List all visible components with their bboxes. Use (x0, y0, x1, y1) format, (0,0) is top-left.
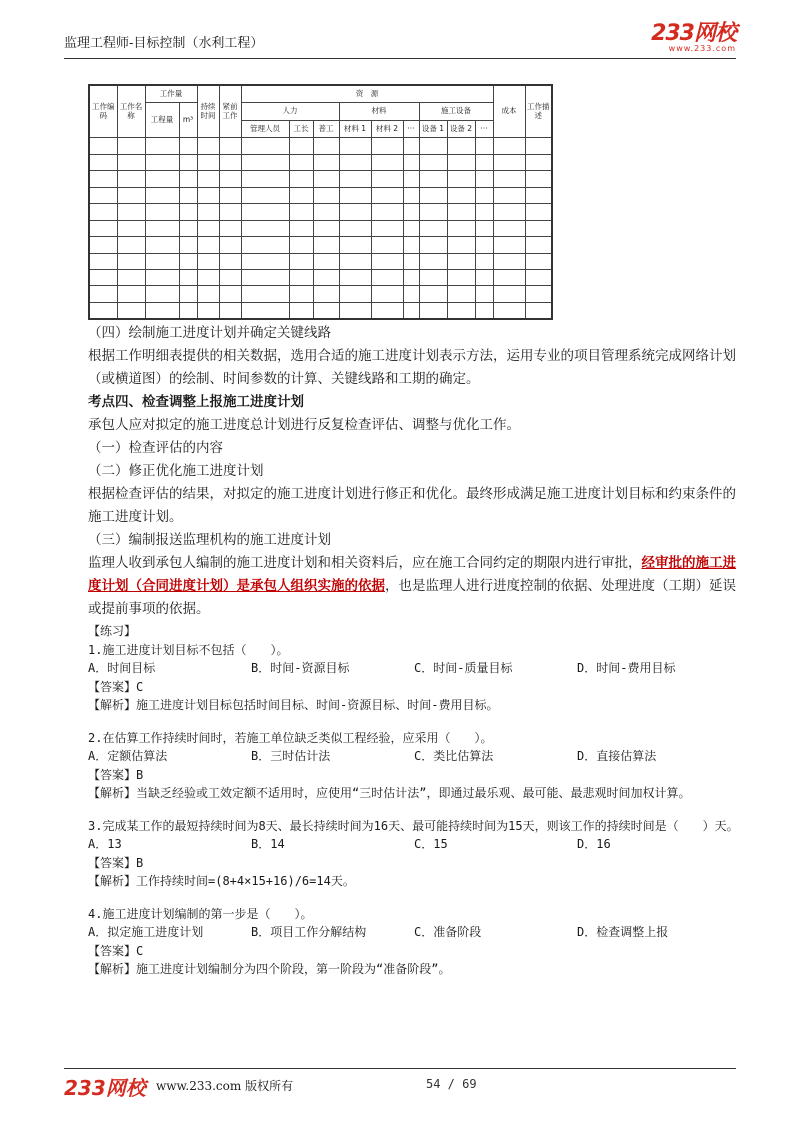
table-cell (241, 204, 289, 220)
table-cell (145, 187, 179, 203)
table-cell (89, 302, 117, 319)
table-cell (447, 154, 475, 170)
sub-material-2: 材料 2 (371, 120, 403, 138)
table-cell (475, 269, 493, 285)
logo-url: www.233.com (668, 44, 736, 53)
option-d: D．16 (577, 837, 611, 851)
table-cell (371, 154, 403, 170)
table-cell (197, 237, 219, 253)
table-cell (219, 171, 241, 187)
analysis: 【解析】当缺乏经验或工效定额不适用时，应使用“三时估计法”，即通过最乐观、最可能、最悲观时间加权计算。 (88, 786, 691, 800)
heading-submit: （三）编制报送监理机构的施工进度计划 (88, 532, 331, 548)
col-equipment: 施工设备 (419, 103, 493, 121)
table-cell (289, 171, 313, 187)
page-footer (64, 1072, 736, 1100)
table-cell (339, 187, 371, 203)
table-cell (313, 204, 339, 220)
table-cell (493, 204, 525, 220)
table-cell (339, 204, 371, 220)
table-cell (525, 204, 552, 220)
option-c: C．时间-质量目标 (414, 661, 513, 675)
table-cell (525, 237, 552, 253)
table-cell (289, 237, 313, 253)
table-cell (403, 269, 419, 285)
heading-review-content: （一）检查评估的内容 (88, 440, 223, 456)
option-a: A．13 (88, 837, 122, 851)
question-options (88, 659, 748, 678)
table-cell (419, 171, 447, 187)
table-cell (117, 302, 145, 319)
table-cell (419, 220, 447, 236)
table-cell (475, 253, 493, 269)
table-cell (403, 154, 419, 170)
option-b: B．14 (251, 837, 285, 851)
table-cell (419, 154, 447, 170)
question-options (88, 835, 748, 854)
table-cell (197, 269, 219, 285)
table-cell (419, 138, 447, 154)
col-description: 工作描述 (525, 85, 552, 138)
paragraph-submit-a: 监理人收到承包人编制的施工进度计划和相关资料后，应在施工合同约定的期限内进行审批， (88, 555, 642, 571)
sub-foreman: 工长 (289, 120, 313, 138)
table-cell (89, 204, 117, 220)
question-2 (88, 729, 748, 803)
page-number: 54 / 69 (426, 1077, 477, 1091)
table-row (89, 286, 552, 302)
table-cell (339, 302, 371, 319)
table-cell (219, 253, 241, 269)
table-cell (493, 269, 525, 285)
table-cell (313, 302, 339, 319)
table-cell (145, 237, 179, 253)
option-d: D．时间-费用目标 (577, 661, 676, 675)
paragraph-draw-schedule: 根据工作明细表提供的相关数据，选用合适的施工进度计划表示方法，运用专业的项目管理系统完成网络计划（或横道图）的绘制、时间参数的计算、关键线路和工期的确定。 (88, 348, 736, 387)
option-c: C．准备阶段 (414, 925, 482, 939)
table-cell (117, 237, 145, 253)
question-options (88, 923, 748, 942)
table-row (89, 220, 552, 236)
table-cell (179, 253, 197, 269)
practice-section (88, 622, 748, 979)
table-cell (89, 138, 117, 154)
col-labor: 人力 (241, 103, 339, 121)
table-cell (179, 204, 197, 220)
table-cell (371, 187, 403, 203)
table-cell (117, 220, 145, 236)
table-cell (371, 302, 403, 319)
table-cell (371, 253, 403, 269)
table-cell (179, 237, 197, 253)
table-cell (313, 237, 339, 253)
option-a: A．定额估算法 (88, 749, 168, 763)
table-cell (493, 286, 525, 302)
table-cell (313, 138, 339, 154)
table-cell (475, 138, 493, 154)
table-cell (313, 171, 339, 187)
table-cell (219, 302, 241, 319)
paragraph-submit-c: ，也是监理人进行进度控制的依据、处理进度（工期）延误或提前事项的依据。 (88, 578, 736, 617)
table-cell (145, 154, 179, 170)
table-cell (403, 237, 419, 253)
option-b: B．三时估计法 (251, 749, 331, 763)
table-cell (197, 253, 219, 269)
header-title: 监理工程师-目标控制（水利工程） (64, 36, 264, 51)
table-cell (117, 286, 145, 302)
table-cell (289, 204, 313, 220)
table-cell (89, 220, 117, 236)
table-cell (289, 302, 313, 319)
sub-ellipsis-2: ··· (475, 120, 493, 138)
table-cell (525, 269, 552, 285)
table-cell (241, 220, 289, 236)
table-cell (313, 187, 339, 203)
table-cell (447, 171, 475, 187)
heading-exam-point-4: 考点四、检查调整上报施工进度计划 (88, 394, 304, 410)
table-cell (197, 171, 219, 187)
table-cell (525, 253, 552, 269)
table-cell (179, 302, 197, 319)
answer: 【答案】C (88, 679, 144, 694)
col-duration: 持续时间 (197, 85, 219, 138)
table-cell (403, 286, 419, 302)
table-cell (313, 286, 339, 302)
table-cell (145, 171, 179, 187)
table-cell (289, 154, 313, 170)
col-work-code: 工作编码 (89, 85, 117, 138)
table-cell (197, 187, 219, 203)
table-cell (89, 171, 117, 187)
table-cell (475, 220, 493, 236)
body-text (88, 322, 736, 621)
table-row (89, 302, 552, 319)
table-cell (145, 253, 179, 269)
col-cost: 成本 (493, 85, 525, 138)
table-cell (475, 302, 493, 319)
paragraph-optimize: 根据检查评估的结果，对拟定的施工进度计划进行修正和优化。最终形成满足施工进度计划目标和约束条件的施工进度计划。 (88, 486, 736, 525)
table-cell (447, 138, 475, 154)
table-cell (145, 220, 179, 236)
table-cell (197, 302, 219, 319)
table-cell (145, 138, 179, 154)
table-cell (219, 204, 241, 220)
table-cell (339, 138, 371, 154)
table-cell (371, 171, 403, 187)
table-cell (117, 138, 145, 154)
col-quantity: 工作量 (145, 85, 197, 103)
table-cell (179, 220, 197, 236)
table-cell (289, 269, 313, 285)
table-cell (179, 286, 197, 302)
footer-copyright: www.233.com 版权所有 (156, 1079, 294, 1093)
table-cell (371, 237, 403, 253)
table-cell (447, 204, 475, 220)
analysis: 【解析】施工进度计划编制分为四个阶段，第一阶段为“准备阶段”。 (88, 962, 451, 976)
table-cell (419, 187, 447, 203)
answer: 【答案】B (88, 855, 144, 870)
table-cell (525, 154, 552, 170)
brand-logo (651, 22, 736, 53)
table-cell (289, 220, 313, 236)
table-cell (339, 286, 371, 302)
table-cell (493, 138, 525, 154)
table-row (89, 253, 552, 269)
table-cell (313, 154, 339, 170)
table-cell (117, 187, 145, 203)
heading-draw-schedule: （四）绘制施工进度计划并确定关键线路 (88, 325, 331, 341)
table-cell (475, 237, 493, 253)
table-cell (219, 237, 241, 253)
paragraph-review: 承包人应对拟定的施工进度总计划进行反复检查评估、调整与优化工作。 (88, 417, 520, 433)
table-cell (371, 220, 403, 236)
table-cell (525, 286, 552, 302)
highlighted-key-point: 经审批的施工进度计划（合同进度计划）是承包人组织实施的依据 (88, 555, 736, 594)
option-a: A．拟定施工进度计划 (88, 925, 204, 939)
table-cell (289, 187, 313, 203)
table-cell (371, 286, 403, 302)
question-stem: 1.施工进度计划目标不包括（ ）。 (88, 642, 289, 657)
sub-equipment-1: 设备 1 (419, 120, 447, 138)
table-cell (197, 220, 219, 236)
col-resources: 资 源 (241, 85, 493, 103)
table-cell (197, 138, 219, 154)
answer: 【答案】B (88, 767, 144, 782)
col-quantity-unit: m³ (179, 103, 197, 138)
table-cell (403, 187, 419, 203)
table-cell (219, 286, 241, 302)
paragraph-submit (88, 552, 736, 621)
table-cell (475, 187, 493, 203)
table-cell (339, 253, 371, 269)
table-cell (145, 286, 179, 302)
table-cell (89, 187, 117, 203)
table-cell (145, 204, 179, 220)
table-cell (525, 171, 552, 187)
table-cell (179, 187, 197, 203)
table-cell (89, 154, 117, 170)
table-cell (197, 154, 219, 170)
table-body (89, 138, 552, 319)
table-row (89, 171, 552, 187)
table-cell (219, 269, 241, 285)
table-cell (89, 237, 117, 253)
table-cell (241, 138, 289, 154)
table-cell (419, 302, 447, 319)
table-cell (419, 286, 447, 302)
option-a: A．时间目标 (88, 661, 156, 675)
table-cell (339, 171, 371, 187)
table-cell (241, 286, 289, 302)
table-cell (403, 138, 419, 154)
table-cell (219, 220, 241, 236)
option-b: B．时间-资源目标 (251, 661, 350, 675)
table-cell (525, 220, 552, 236)
table-cell (493, 302, 525, 319)
table-cell (339, 220, 371, 236)
footer-logo: 233网校 (64, 1076, 146, 1100)
option-b: B．项目工作分解结构 (251, 925, 367, 939)
logo-text: 233网校 (651, 21, 736, 46)
table-cell (339, 154, 371, 170)
table-cell (179, 171, 197, 187)
table-cell (89, 253, 117, 269)
table-cell (403, 204, 419, 220)
table-cell (403, 302, 419, 319)
table-cell (117, 253, 145, 269)
question-3 (88, 817, 748, 891)
table-cell (89, 286, 117, 302)
table-cell (371, 269, 403, 285)
table-row (89, 269, 552, 285)
table-cell (197, 204, 219, 220)
question-stem: 2.在估算工作持续时间时，若施工单位缺乏类似工程经验，应采用（ ）。 (88, 730, 493, 745)
sub-worker: 普工 (313, 120, 339, 138)
table-cell (493, 237, 525, 253)
table-cell (313, 253, 339, 269)
sub-manager: 管理人员 (241, 120, 289, 138)
table-cell (241, 269, 289, 285)
table-cell (475, 171, 493, 187)
table-cell (241, 237, 289, 253)
table-cell (145, 269, 179, 285)
option-d: D．直接估算法 (577, 749, 657, 763)
table-cell (241, 154, 289, 170)
table-cell (493, 187, 525, 203)
table-cell (179, 269, 197, 285)
table-cell (117, 171, 145, 187)
table-cell (493, 220, 525, 236)
col-work-name: 工作名称 (117, 85, 145, 138)
table-cell (241, 187, 289, 203)
table-cell (289, 253, 313, 269)
table-cell (219, 187, 241, 203)
table-cell (525, 138, 552, 154)
table-cell (289, 138, 313, 154)
sub-equipment-2: 设备 2 (447, 120, 475, 138)
table-cell (447, 286, 475, 302)
practice-title: 【练习】 (88, 624, 137, 638)
table-row (89, 187, 552, 203)
question-4 (88, 905, 748, 979)
option-c: C．类比估算法 (414, 749, 494, 763)
table-cell (179, 154, 197, 170)
table-cell (145, 302, 179, 319)
work-detail-table (88, 84, 551, 320)
table-cell (117, 269, 145, 285)
question-1 (88, 641, 748, 715)
analysis: 【解析】施工进度计划目标包括时间目标、时间-资源目标、时间-费用目标。 (88, 698, 499, 712)
table-cell (197, 286, 219, 302)
table-cell (371, 204, 403, 220)
table-cell (313, 269, 339, 285)
col-materials: 材料 (339, 103, 419, 121)
table-cell (403, 220, 419, 236)
table-cell (525, 302, 552, 319)
col-predecessor: 紧前工作 (219, 85, 241, 138)
sub-material-1: 材料 1 (339, 120, 371, 138)
table-cell (117, 204, 145, 220)
table-cell (371, 138, 403, 154)
table-cell (117, 154, 145, 170)
table-cell (475, 154, 493, 170)
table-cell (403, 253, 419, 269)
table-cell (241, 171, 289, 187)
table-cell (219, 154, 241, 170)
table-cell (493, 154, 525, 170)
heading-optimize: （二）修正优化施工进度计划 (88, 463, 264, 479)
table-cell (219, 138, 241, 154)
option-c: C．15 (414, 837, 448, 851)
table-cell (475, 286, 493, 302)
answer: 【答案】C (88, 943, 144, 958)
table-cell (525, 187, 552, 203)
table-cell (447, 237, 475, 253)
table-cell (447, 187, 475, 203)
question-stem: 3.完成某工作的最短持续时间为8天、最长持续时间为16天、最可能持续时间为15天，则该工作的持续时间是（ ）天。 (88, 818, 739, 833)
table-cell (493, 171, 525, 187)
table-cell (493, 253, 525, 269)
header-divider (64, 58, 736, 59)
table-cell (419, 269, 447, 285)
table-cell (241, 302, 289, 319)
table-cell (89, 269, 117, 285)
table-cell (241, 253, 289, 269)
table-cell (447, 253, 475, 269)
table-cell (289, 286, 313, 302)
option-d: D．检查调整上报 (577, 925, 669, 939)
table-cell (179, 138, 197, 154)
footer-divider (64, 1068, 736, 1069)
table-cell (339, 269, 371, 285)
table-cell (419, 204, 447, 220)
table-cell (339, 237, 371, 253)
analysis: 【解析】工作持续时间=(8+4×15+16)/6=14天。 (88, 874, 355, 888)
sub-ellipsis-1: ··· (403, 120, 419, 138)
col-quantity-amount: 工程量 (145, 103, 179, 138)
table-row (89, 204, 552, 220)
table-cell (313, 220, 339, 236)
table-cell (447, 302, 475, 319)
table-cell (447, 269, 475, 285)
question-stem: 4.施工进度计划编制的第一步是（ ）。 (88, 906, 313, 921)
table-cell (403, 171, 419, 187)
table-cell (447, 220, 475, 236)
question-options (88, 747, 748, 766)
table-row (89, 237, 552, 253)
page-header (64, 22, 736, 58)
table-row (89, 138, 552, 154)
table-cell (419, 237, 447, 253)
table-cell (419, 253, 447, 269)
table-cell (475, 204, 493, 220)
table-row (89, 154, 552, 170)
